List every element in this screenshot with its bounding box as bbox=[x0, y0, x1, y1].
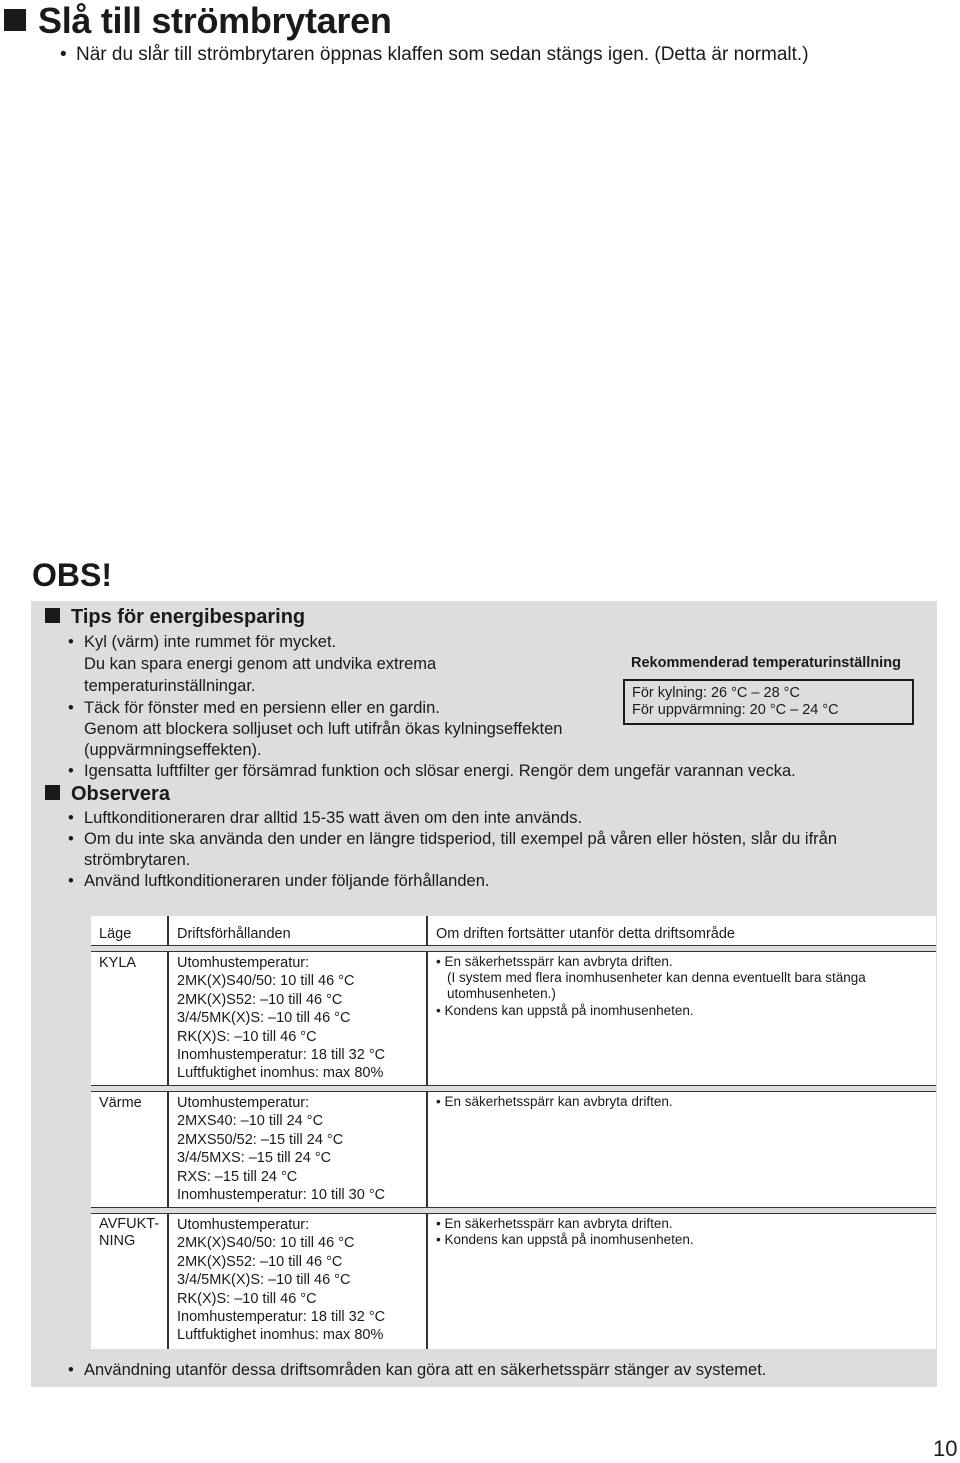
tips-bullet-2 bbox=[68, 699, 440, 718]
notes-panel bbox=[31, 601, 937, 1387]
table-column-divider bbox=[167, 916, 169, 1349]
recommended-cooling: För kylning: 26 °C – 28 °C bbox=[632, 685, 800, 701]
table-row-separator bbox=[91, 1085, 936, 1092]
operating-range-table bbox=[91, 916, 936, 1349]
condition-line: Luftfuktighet inomhus: max 80% bbox=[177, 1327, 384, 1344]
tips-heading-text: Tips för energibesparing bbox=[71, 606, 306, 628]
table-row-mode bbox=[99, 1094, 142, 1112]
bullet-continuation: (uppvärmningseffekten). bbox=[84, 741, 262, 759]
table-row-mode bbox=[99, 954, 136, 972]
condition-line: 2MXS50/52: –15 till 24 °C bbox=[177, 1131, 344, 1148]
bullet-text: Använd luftkonditioneraren under följande förhållanden. bbox=[84, 872, 490, 890]
bullet-continuation: Genom att blockera solljuset och luft utifrån ökas kylningseffekten bbox=[84, 720, 563, 738]
table-header-mode: Läge bbox=[99, 926, 132, 942]
condition-line: 3/4/5MXS: –15 till 24 °C bbox=[177, 1150, 332, 1167]
square-bullet-icon bbox=[4, 9, 26, 31]
table-row-notes bbox=[436, 1216, 694, 1248]
condition-line: 2MK(X)S52: –10 till 46 °C bbox=[177, 1253, 343, 1270]
bullet-icon: • bbox=[68, 872, 74, 890]
bullet-continuation: temperaturinställningar. bbox=[84, 677, 256, 695]
condition-line: RK(X)S: –10 till 46 °C bbox=[177, 1028, 317, 1045]
table-row-mode bbox=[99, 1216, 159, 1250]
condition-line: Inomhustemperatur: 10 till 30 °C bbox=[177, 1187, 386, 1204]
recommended-temperature-title: Rekommenderad temperaturinställning bbox=[631, 655, 901, 671]
condition-line: 2MK(X)S40/50: 10 till 46 °C bbox=[177, 973, 355, 990]
table-column-divider bbox=[426, 916, 428, 1349]
condition-line: Inomhustemperatur: 18 till 32 °C bbox=[177, 1047, 386, 1064]
bullet-icon: • bbox=[68, 830, 74, 848]
bullet-text: Igensatta luftfilter ger försämrad funktion och slösar energi. Rengör dem ungefär varannan vecka. bbox=[84, 762, 796, 780]
note-line: • Kondens kan uppstå på inomhusenheten. bbox=[436, 1002, 694, 1018]
condition-line: 2MK(X)S52: –10 till 46 °C bbox=[177, 991, 343, 1008]
mode-label: AVFUKT- bbox=[99, 1216, 160, 1232]
table-row-conditions bbox=[177, 1094, 385, 1204]
table-row-conditions bbox=[177, 1216, 385, 1345]
condition-line: 3/4/5MK(X)S: –10 till 46 °C bbox=[177, 1010, 351, 1027]
condition-line: Inomhustemperatur: 18 till 32 °C bbox=[177, 1309, 386, 1326]
condition-line: 2MK(X)S40/50: 10 till 46 °C bbox=[177, 1235, 355, 1252]
table-row-notes bbox=[436, 954, 866, 1019]
note-line: • Kondens kan uppstå på inomhusenheten. bbox=[436, 1232, 694, 1248]
condition-line: RK(X)S: –10 till 46 °C bbox=[177, 1290, 317, 1307]
condition-line: Utomhustemperatur: bbox=[177, 955, 310, 971]
bullet-continuation: strömbrytaren. bbox=[84, 851, 191, 869]
condition-line: Utomhustemperatur: bbox=[177, 1217, 310, 1233]
recommended-temperature-box bbox=[623, 679, 914, 725]
bullet-text: Luftkonditioneraren drar alltid 15-35 watt även om den inte används. bbox=[84, 809, 583, 827]
page-number: 10 bbox=[933, 1436, 958, 1461]
condition-line: Utomhustemperatur: bbox=[177, 1095, 310, 1111]
bullet-icon: • bbox=[68, 1361, 74, 1379]
bullet-text: Användning utanför dessa driftsområden kan göra att en säkerhetsspärr stänger av systemet. bbox=[84, 1361, 767, 1379]
bullet-icon: • bbox=[68, 762, 74, 780]
table-row-separator bbox=[91, 945, 936, 952]
table-row-conditions bbox=[177, 954, 385, 1083]
footer-bullet bbox=[68, 1361, 766, 1380]
observe-bullet-3 bbox=[68, 872, 489, 891]
section-heading-power bbox=[4, 0, 392, 42]
bullet-icon: • bbox=[60, 44, 67, 65]
bullet-icon: • bbox=[68, 633, 74, 651]
mode-label: NING bbox=[99, 1233, 136, 1249]
bullet-text: När du slår till strömbrytaren öppnas klaffen som sedan stängs igen. (Detta är normalt.) bbox=[76, 44, 809, 65]
tips-heading bbox=[45, 606, 305, 629]
bullet-text: Om du inte ska använda den under en längre tidsperiod, till exempel på våren eller hösten, slår du ifrån bbox=[84, 830, 838, 848]
condition-line: RXS: –15 till 24 °C bbox=[177, 1168, 298, 1185]
table-row-separator bbox=[91, 1207, 936, 1214]
observe-heading bbox=[45, 783, 170, 806]
observe-bullet-1 bbox=[68, 809, 582, 828]
obs-title: OBS! bbox=[32, 557, 112, 593]
square-bullet-icon bbox=[45, 785, 60, 800]
observe-bullet-2 bbox=[68, 830, 837, 849]
square-bullet-icon bbox=[45, 608, 60, 623]
condition-line: 3/4/5MK(X)S: –10 till 46 °C bbox=[177, 1272, 351, 1289]
mode-label: KYLA bbox=[99, 955, 137, 971]
table-row-notes bbox=[436, 1094, 673, 1110]
bullet-text: Kyl (värm) inte rummet för mycket. bbox=[84, 633, 337, 651]
note-line: • En säkerhetsspärr kan avbryta driften. bbox=[436, 954, 673, 969]
recommended-heating: För uppvärmning: 20 °C – 24 °C bbox=[632, 702, 839, 718]
bullet-continuation: Du kan spara energi genom att undvika extrema bbox=[84, 655, 437, 673]
note-line: • En säkerhetsspärr kan avbryta driften. bbox=[436, 1094, 673, 1109]
bullet-item bbox=[60, 44, 809, 66]
note-line: • En säkerhetsspärr kan avbryta driften. bbox=[436, 1216, 673, 1231]
condition-line: Luftfuktighet inomhus: max 80% bbox=[177, 1065, 384, 1082]
bullet-icon: • bbox=[68, 809, 74, 827]
table-header-conditions: Driftsförhållanden bbox=[177, 926, 291, 942]
observe-heading-text: Observera bbox=[71, 783, 170, 805]
mode-label: Värme bbox=[99, 1095, 142, 1111]
note-line: (I system med flera inomhusenheter kan denna eventuellt bara stänga bbox=[447, 970, 866, 986]
tips-bullet-3 bbox=[68, 762, 796, 781]
section-heading-text: Slå till strömbrytaren bbox=[38, 0, 392, 41]
condition-line: 2MXS40: –10 till 24 °C bbox=[177, 1113, 324, 1130]
tips-bullet-1 bbox=[68, 633, 336, 652]
table-header-outside-range: Om driften fortsätter utanför detta driftsområde bbox=[436, 926, 735, 942]
bullet-text: Täck för fönster med en persienn eller en gardin. bbox=[84, 699, 440, 717]
note-line: utomhusenheten.) bbox=[447, 986, 556, 1002]
bullet-icon: • bbox=[68, 699, 74, 717]
